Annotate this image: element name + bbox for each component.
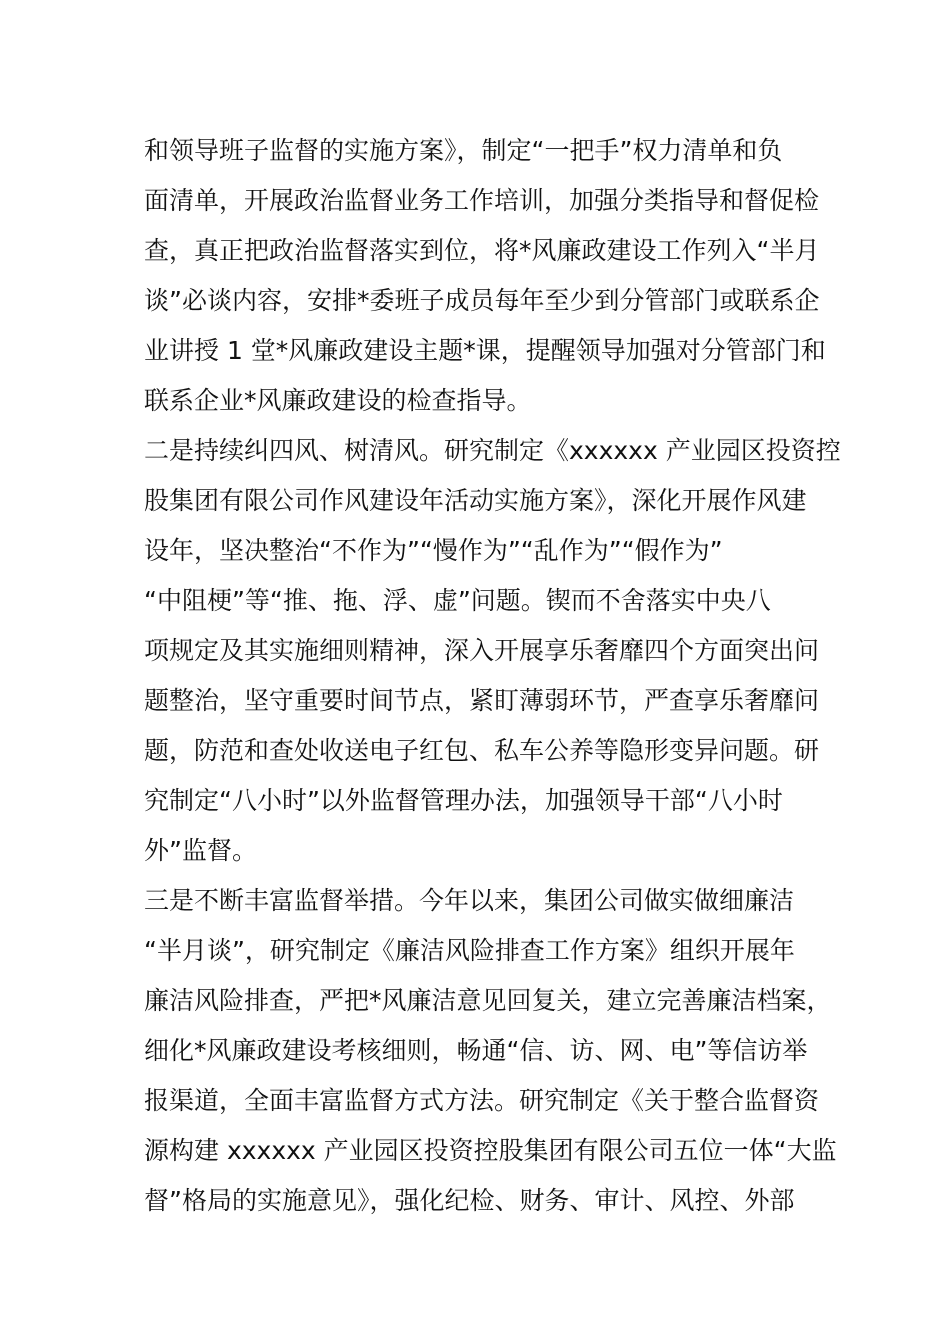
document-body [144, 126, 841, 1226]
text-line: 报渠道，全面丰富监督方式方法。研究制定《关于整合监督资 [144, 1086, 820, 1115]
text-line: 廉洁风险排查，严把*风廉洁意见回复关，建立完善廉洁档案， [144, 986, 832, 1015]
text-line: 谈”必谈内容，安排*委班子成员每年至少到分管部门或联系企 [144, 286, 820, 315]
text-line: 业讲授 1 堂*风廉政建设主题*课，提醒领导加强对分管部门和 [144, 336, 826, 365]
text-line: 面清单，开展政治监督业务工作培训，加强分类指导和督促检 [144, 186, 820, 215]
text-line: 和领导班子监督的实施方案》，制定“一把手”权力清单和负 [144, 136, 783, 165]
paragraph-heading-line: 二是持续纠四风、树清风。研究制定《xxxxxx 产业园区投资控 [144, 436, 841, 465]
text-line: 查，真正把政治监督落实到位，将*风廉政建设工作列入“半月 [144, 236, 820, 265]
text-line: 题整治，坚守重要时间节点，紧盯薄弱环节，严查享乐奢靡问 [144, 686, 820, 715]
text-line: 究制定“八小时”以外监督管理办法，加强领导干部“八小时 [144, 786, 783, 815]
text-line: 设年，坚决整治“不作为”“慢作为”“乱作为”“假作为” [144, 536, 723, 565]
text-line: 题，防范和查处收送电子红包、私车公养等隐形变异问题。研 [144, 736, 820, 765]
text-line: 外”监督。 [144, 836, 257, 865]
text-line: 督”格局的实施意见》，强化纪检、财务、审计、风控、外部 [144, 1186, 795, 1215]
text-line: 股集团有限公司作风建设年活动实施方案》，深化开展作风建 [144, 486, 807, 515]
text-line: “半月谈”，研究制定《廉洁风险排查工作方案》组织开展年 [144, 936, 795, 965]
paragraph-heading-line: 三是不断丰富监督举措。今年以来，集团公司做实做细廉洁 [144, 886, 795, 915]
text-line: 细化*风廉政建设考核细则，畅通“信、访、网、电”等信访举 [144, 1036, 808, 1065]
text-line: 项规定及其实施细则精神，深入开展享乐奢靡四个方面突出问 [144, 636, 820, 665]
text-line: 联系企业*风廉政建设的检查指导。 [144, 386, 532, 415]
text-line: 源构建 xxxxxx 产业园区投资控股集团有限公司五位一体“大监 [144, 1136, 837, 1165]
text-line: “中阻梗”等“推、拖、浮、虚”问题。锲而不舍落实中央八 [144, 586, 771, 615]
